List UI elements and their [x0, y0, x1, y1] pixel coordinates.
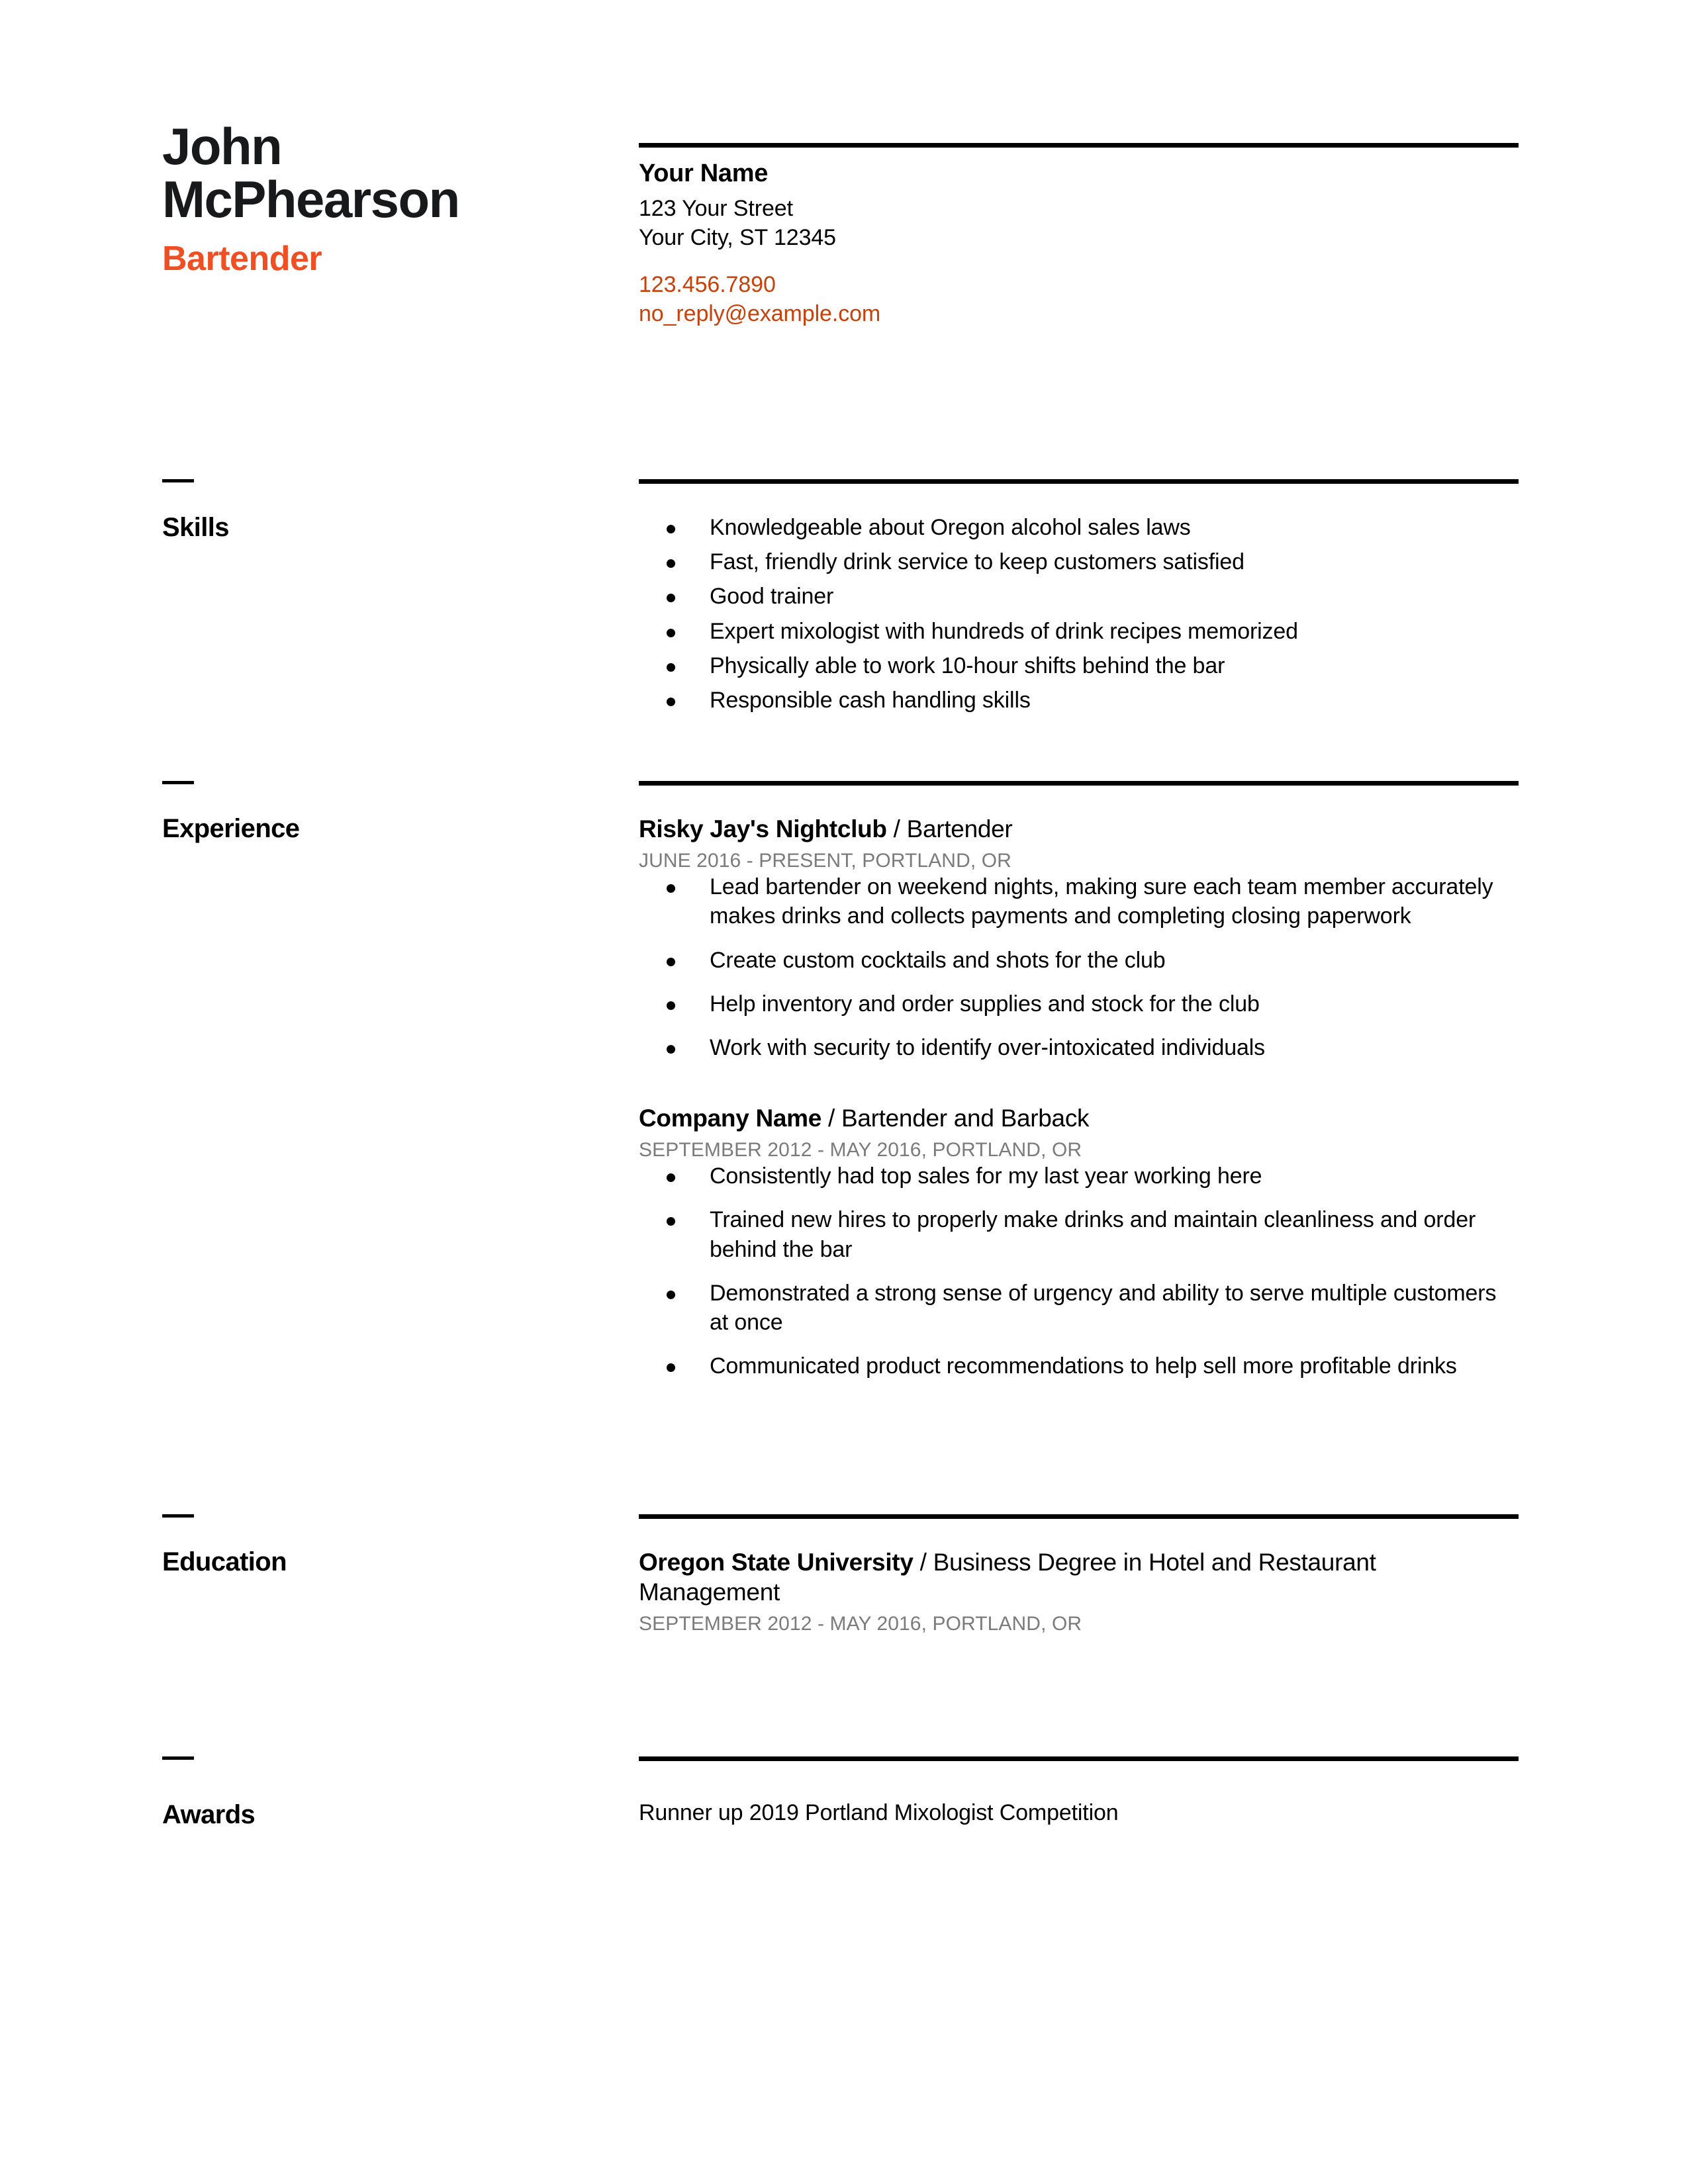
education-dash-wrap — [0, 1514, 639, 1519]
contact-city-state-zip: Your City, ST 12345 — [639, 224, 836, 250]
identity-block — [0, 117, 639, 328]
skills-dash-wrap — [0, 479, 639, 484]
entry-title — [639, 1103, 1519, 1133]
entry-meta: JUNE 2016 - PRESENT, PORTLAND, OR — [639, 850, 1011, 872]
list-item: Responsible cash handling skills — [639, 686, 1519, 715]
list-item: Demonstrated a strong sense of urgency and ability to serve multiple customers at once — [639, 1279, 1519, 1337]
job-role-subtitle: Bartender — [162, 240, 322, 279]
list-item: Lead bartender on weekend nights, making sure each team member accurately makes drinks and collects payments and completing closing paperwork — [639, 872, 1519, 931]
awards-label-wrap — [0, 1775, 639, 1830]
skills-divider-rule — [639, 479, 1519, 484]
awards-content — [639, 1775, 1688, 1830]
section-heading-experience: Experience — [162, 814, 300, 843]
list-item: Good trainer — [639, 582, 1519, 611]
education-section — [0, 1547, 1688, 1635]
entry-role: Bartender and Barback — [841, 1105, 1090, 1132]
contact-email[interactable]: no_reply@example.com — [639, 300, 881, 326]
entry-separator: / — [828, 1105, 835, 1132]
entry-bullet-list — [639, 1161, 1519, 1381]
awards-dash-marker — [162, 1756, 194, 1760]
entry-meta: SEPTEMBER 2012 - MAY 2016, PORTLAND, OR — [639, 1613, 1082, 1635]
contact-spacer — [639, 252, 1519, 271]
skills-content — [639, 513, 1688, 720]
entry-separator: / — [919, 1549, 927, 1576]
list-item: Fast, friendly drink service to keep customers satisfied — [639, 547, 1519, 576]
section-heading-education: Education — [162, 1547, 287, 1576]
awards-rule-wrap — [639, 1756, 1688, 1761]
experience-dash-wrap — [0, 781, 639, 786]
skills-rule-row — [0, 479, 1688, 484]
experience-dash-marker — [162, 781, 194, 784]
list-item: Communicated product recommendations to help sell more profitable drinks — [639, 1351, 1519, 1381]
entry-separator: / — [893, 815, 900, 842]
education-content — [639, 1547, 1688, 1635]
awards-entry: Runner up 2019 Portland Mixologist Competition — [639, 1800, 1119, 1825]
entry-title — [639, 814, 1519, 844]
list-item: Consistently had top sales for my last year working here — [639, 1161, 1519, 1191]
page-title — [162, 117, 639, 228]
education-label-wrap — [0, 1547, 639, 1635]
education-school: Oregon State University — [639, 1549, 914, 1576]
education-dash-marker — [162, 1514, 194, 1518]
skills-rule-wrap — [639, 479, 1688, 484]
experience-entry — [639, 1103, 1519, 1381]
experience-label-wrap — [0, 814, 639, 1381]
first-name: John — [162, 117, 282, 175]
entry-title — [639, 1547, 1410, 1607]
contact-name: Your Name — [639, 159, 769, 187]
skills-list — [639, 513, 1519, 715]
skills-section — [0, 513, 1688, 720]
experience-entry — [639, 814, 1519, 1062]
experience-rule-row — [0, 781, 1688, 786]
education-rule-row — [0, 1514, 1688, 1519]
list-item: Help inventory and order supplies and stock for the club — [639, 989, 1519, 1019]
entry-role: Bartender — [906, 815, 1013, 842]
list-item: Trained new hires to properly make drinks and maintain cleanliness and order behind the bar — [639, 1205, 1519, 1263]
skills-dash-marker — [162, 479, 194, 482]
contact-phone[interactable]: 123.456.7890 — [639, 272, 776, 298]
skills-label-wrap — [0, 513, 639, 720]
list-item: Expert mixologist with hundreds of drink recipes memorized — [639, 617, 1519, 646]
list-item: Create custom cocktails and shots for the club — [639, 946, 1519, 975]
list-item: Work with security to identify over-intoxicated individuals — [639, 1033, 1519, 1062]
experience-section — [0, 814, 1688, 1381]
awards-divider-rule — [639, 1756, 1519, 1761]
entry-meta: SEPTEMBER 2012 - MAY 2016, PORTLAND, OR — [639, 1139, 1082, 1161]
last-name: McPhearson — [162, 169, 459, 228]
education-divider-rule — [639, 1514, 1519, 1519]
section-heading-skills: Skills — [162, 513, 229, 542]
list-item: Physically able to work 10-hour shifts behind the bar — [639, 651, 1519, 680]
contact-block — [639, 120, 1688, 328]
entry-company: Risky Jay's Nightclub — [639, 815, 887, 842]
entry-company: Company Name — [639, 1105, 822, 1132]
awards-section — [0, 1775, 1688, 1830]
contact-street: 123 Your Street — [639, 196, 793, 221]
education-degree: Business Degree in Hotel and Restaurant Management — [639, 1549, 1376, 1606]
entry-bullet-list — [639, 872, 1519, 1062]
header-row — [0, 117, 1688, 328]
section-heading-awards: Awards — [162, 1800, 256, 1829]
experience-divider-rule — [639, 781, 1519, 786]
experience-rule-wrap — [639, 781, 1688, 786]
education-rule-wrap — [639, 1514, 1688, 1519]
awards-rule-row — [0, 1756, 1688, 1761]
awards-dash-wrap — [0, 1756, 639, 1761]
experience-content — [639, 814, 1688, 1381]
list-item: Knowledgeable about Oregon alcohol sales laws — [639, 513, 1519, 542]
